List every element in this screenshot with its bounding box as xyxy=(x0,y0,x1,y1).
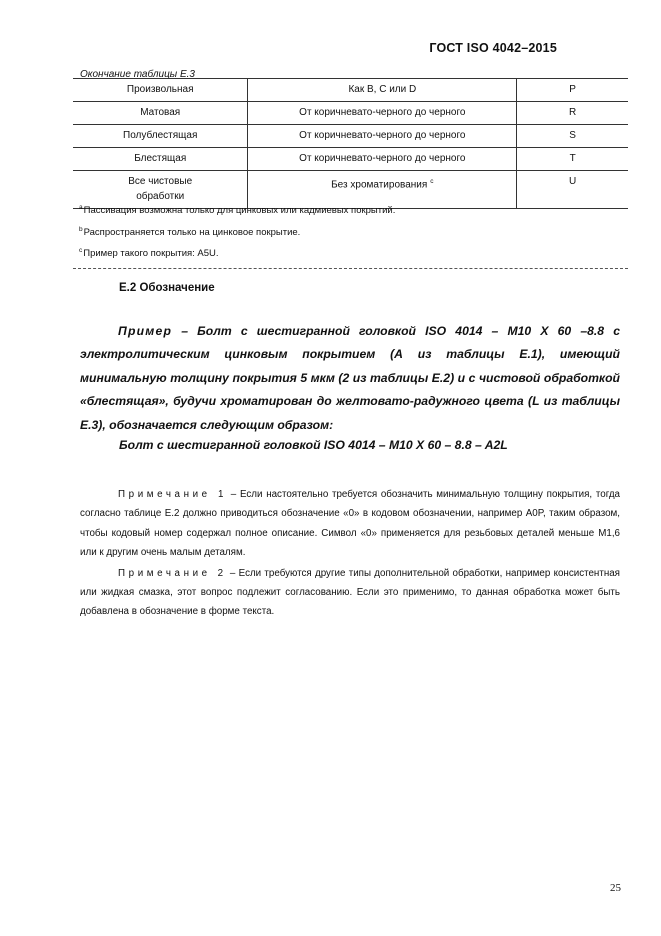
example-designation: Болт с шестигранной головкой ISO 4014 – M10 X 60 – 8.8 – A2L xyxy=(119,438,508,452)
table-cell: Произвольная xyxy=(73,79,248,102)
table-cell: От коричневато-черного до черного xyxy=(248,148,517,171)
table-cell: S xyxy=(517,125,628,148)
table-cell: P xyxy=(517,79,628,102)
cell-text: Без хроматирования xyxy=(331,179,428,191)
footnote-text: Пассивация возможна только для цинковых или кадмиевых покрытий. xyxy=(83,205,396,216)
note-label: Примечание 1 xyxy=(118,489,228,500)
table-row xyxy=(73,125,628,148)
finish-table xyxy=(73,78,628,209)
footnote xyxy=(73,199,628,221)
table-cell: Как В, С или D xyxy=(248,79,517,102)
note-label: Примечание 2 xyxy=(118,567,227,579)
section-heading: Е.2 Обозначение xyxy=(119,282,215,294)
notes-block xyxy=(80,485,620,623)
footnote-text: Пример такого покрытия: A5U. xyxy=(83,248,219,259)
table-footnotes xyxy=(73,199,628,269)
table-row xyxy=(73,148,628,171)
example-paragraph xyxy=(80,320,620,437)
footnote-mark: a xyxy=(79,204,83,211)
table-cell: U xyxy=(517,171,628,209)
example-text: – Болт с шестигранной головкой ISO 4014 – M10 X 60 –8.8 с электролитическим цинковым покрытием (А из таблицы Е.1), имеющий минимальную толщину покрытия 5 мкм (2 из таблицы Е.2) и с чистовой обработкой «блестящая», будучи хроматирован до желтовато-радужного цвета (L из таблицы Е.3), обозначается следующим образом: xyxy=(80,324,620,432)
page-number: 25 xyxy=(610,882,621,894)
table-row xyxy=(73,102,628,125)
footnote-text: Распространяется только на цинковое покрытие. xyxy=(83,226,301,238)
table-caption: Окончание таблицы Е.3 xyxy=(80,69,195,80)
note-text: – Если требуются другие типы дополнительной обработки, например консистентная или жидкая смазка, этот вопрос подлежит согласованию. Если это применимо, то данная обработка может быть добавлена в обозначение в форме текста. xyxy=(80,567,620,618)
table-cell: От коричневато-черного до черного xyxy=(248,102,517,125)
note-paragraph xyxy=(80,564,620,622)
table-cell: Матовая xyxy=(73,102,248,125)
table-cell: Полублестящая xyxy=(73,125,248,148)
footnote-ref: c xyxy=(430,178,434,185)
table-cell: R xyxy=(517,102,628,125)
document-header: ГОСТ ISO 4042–2015 xyxy=(429,41,557,55)
footnote-mark: b xyxy=(79,225,83,233)
footnote xyxy=(73,242,628,264)
note-text: – Если настоятельно требуется обозначить минимальную толщину покрытия, тогда согласно таблице Е.2 должно приводиться обозначение «0» в кодовом обозначении, например A0P, таким образом, чтобы кодовый номер содержал полное описание. Символ «0» применяется для резьбовых деталей меньше M1,6 или к другим очень малым деталям. xyxy=(80,489,620,559)
footnote-mark: c xyxy=(79,247,83,254)
example-label: Пример xyxy=(118,324,173,338)
footnote xyxy=(73,221,628,243)
table-cell: Блестящая xyxy=(73,148,248,171)
table-cell: От коричневато-черного до черного xyxy=(248,125,517,148)
note-paragraph xyxy=(80,485,620,563)
table-cell: T xyxy=(517,148,628,171)
table-row xyxy=(73,79,628,102)
cell-text: Все чистовые обработки xyxy=(128,176,193,202)
